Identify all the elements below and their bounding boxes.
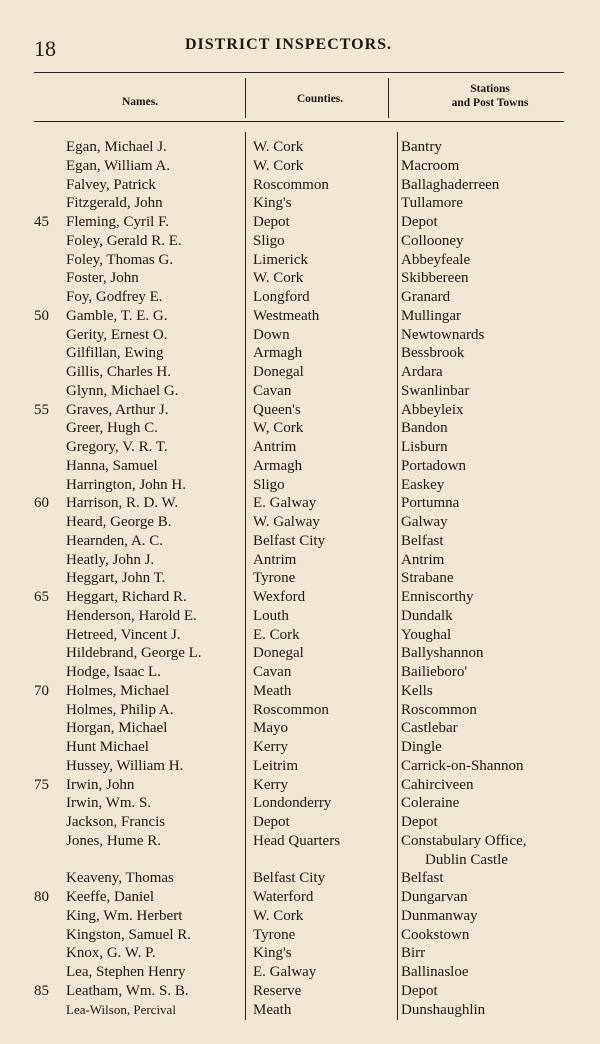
station: Belfast bbox=[401, 870, 444, 887]
county: Belfast City bbox=[253, 532, 326, 549]
inspector-name: Keaveny, Thomas bbox=[66, 870, 174, 887]
inspector-name: Heggart, John T. bbox=[66, 570, 166, 587]
table-row bbox=[0, 1001, 600, 1020]
county: Londonderry bbox=[253, 795, 332, 812]
row-number: 50 bbox=[34, 307, 49, 324]
table-row bbox=[0, 419, 600, 438]
inspector-name: Egan, Michael J. bbox=[66, 139, 167, 155]
inspector-name: Fitzgerald, John bbox=[66, 195, 163, 212]
county: King's bbox=[253, 195, 292, 212]
table-row bbox=[0, 513, 600, 532]
station: Antrim bbox=[401, 551, 445, 568]
inspector-name: Gregory, V. R. T. bbox=[66, 439, 168, 455]
county: Donegal bbox=[253, 364, 304, 380]
table-row bbox=[0, 888, 600, 907]
station: Coleraine bbox=[401, 795, 460, 812]
station: Dunmanway bbox=[401, 907, 478, 924]
station: Roscommon bbox=[401, 701, 477, 718]
county: Queen's bbox=[253, 401, 301, 418]
station: Granard bbox=[401, 289, 451, 305]
inspector-name: Gamble, T. E. G. bbox=[66, 307, 168, 324]
station: Youghal bbox=[401, 626, 452, 643]
county: Meath bbox=[253, 682, 292, 699]
inspector-name: Knox, G. W. P. bbox=[66, 945, 156, 962]
inspector-name: Foley, Gerald R. E. bbox=[66, 232, 182, 249]
inspector-name: King, Wm. Herbert bbox=[66, 907, 183, 924]
table-row bbox=[0, 982, 600, 1001]
table-row bbox=[0, 794, 600, 813]
inspector-name: Hodge, Isaac L. bbox=[66, 664, 161, 680]
table-row bbox=[0, 476, 600, 495]
station: Collooney bbox=[401, 232, 464, 249]
row-number: 60 bbox=[34, 495, 49, 512]
station: Galway bbox=[401, 514, 448, 530]
county: W, Cork bbox=[253, 420, 304, 437]
county: E. Cork bbox=[253, 626, 300, 643]
station: Abbeyfeale bbox=[401, 251, 471, 268]
table-row bbox=[0, 401, 600, 420]
table-row bbox=[0, 663, 600, 682]
station: Tullamore bbox=[401, 195, 463, 212]
table-row bbox=[0, 626, 600, 645]
table-row bbox=[0, 776, 600, 795]
row-number: 65 bbox=[34, 589, 49, 605]
column-header-counties: Counties. bbox=[296, 93, 344, 105]
station: Ballinasloe bbox=[401, 964, 469, 980]
inspector-name: Hetreed, Vincent J. bbox=[66, 626, 181, 643]
inspector-name: Harrington, John H. bbox=[66, 476, 186, 493]
column-header-stations-line1: Stations bbox=[470, 83, 510, 95]
table-row bbox=[0, 607, 600, 626]
station: Dunshaughlin bbox=[401, 1001, 486, 1018]
station: Kells bbox=[401, 682, 433, 699]
table-row bbox=[0, 738, 600, 757]
inspector-name: Irwin, Wm. S. bbox=[66, 795, 152, 812]
station: Depot bbox=[401, 214, 438, 230]
station: Strabane bbox=[401, 570, 454, 587]
inspector-name: Heatly, John J. bbox=[66, 551, 155, 568]
inspector-name: Fleming, Cyril F. bbox=[66, 214, 169, 230]
inspector-name: Hunt Michael bbox=[66, 739, 149, 755]
table-row bbox=[0, 326, 600, 345]
table-row bbox=[0, 176, 600, 195]
column-header-stations bbox=[420, 82, 560, 110]
station: Cookstown bbox=[401, 926, 470, 943]
table-row bbox=[0, 963, 600, 982]
station: Bessbrook bbox=[401, 345, 465, 362]
inspector-name: Henderson, Harold E. bbox=[66, 607, 197, 624]
county: Head Quarters bbox=[253, 832, 341, 849]
station: Lisburn bbox=[401, 439, 448, 455]
county: Mayo bbox=[253, 720, 288, 737]
station: Birr bbox=[401, 945, 426, 962]
station-line: Constabulary Office, bbox=[401, 832, 527, 849]
county: Roscommon bbox=[253, 701, 329, 718]
row-number: 85 bbox=[34, 982, 49, 999]
station: Ballyshannon bbox=[401, 645, 484, 662]
column-header-stations-line2: and Post Towns bbox=[451, 97, 529, 109]
page-title: DISTRICT INSPECTORS. bbox=[185, 36, 393, 53]
inspector-name: Jones, Hume R. bbox=[66, 832, 161, 849]
table-row bbox=[0, 438, 600, 457]
table-row bbox=[0, 757, 600, 776]
county: W. Cork bbox=[253, 157, 304, 174]
inspector-name: Heggart, Richard R. bbox=[66, 589, 187, 605]
county: Donegal bbox=[253, 645, 304, 662]
table-row bbox=[0, 644, 600, 663]
station: Carrick-on-Shannon bbox=[401, 757, 524, 774]
county: Sligo bbox=[253, 232, 285, 249]
station: Belfast bbox=[401, 532, 444, 549]
station: Enniscorthy bbox=[401, 589, 474, 605]
table-row bbox=[0, 588, 600, 607]
station: Skibbereen bbox=[401, 270, 469, 287]
county: Antrim bbox=[253, 551, 297, 568]
inspector-name: Irwin, John bbox=[66, 776, 135, 793]
station: Dungarvan bbox=[401, 889, 468, 905]
column-divider bbox=[388, 78, 389, 118]
station: Macroom bbox=[401, 157, 460, 174]
row-number: 80 bbox=[34, 889, 49, 905]
county: E. Galway bbox=[253, 495, 317, 512]
station: Depot bbox=[401, 982, 438, 999]
inspector-name: Falvey, Patrick bbox=[66, 176, 156, 193]
table-row bbox=[0, 251, 600, 270]
station: Ardara bbox=[401, 364, 443, 380]
county: Cavan bbox=[253, 664, 292, 680]
row-number: 70 bbox=[34, 682, 49, 699]
inspector-name: Greer, Hugh C. bbox=[66, 420, 158, 437]
table-row bbox=[0, 869, 600, 888]
inspector-name: Gerity, Ernest O. bbox=[66, 326, 168, 343]
county: Down bbox=[253, 326, 290, 343]
station: Portadown bbox=[401, 457, 466, 474]
table-row bbox=[0, 307, 600, 326]
inspector-name: Graves, Arthur J. bbox=[66, 401, 169, 418]
county: E. Galway bbox=[253, 964, 317, 980]
county: Kerry bbox=[253, 776, 288, 793]
station: Mullingar bbox=[401, 307, 461, 324]
table-row bbox=[0, 344, 600, 363]
station: Ballaghaderreen bbox=[401, 176, 500, 193]
row-number: 75 bbox=[34, 776, 49, 793]
table-row bbox=[0, 194, 600, 213]
county: Armagh bbox=[253, 345, 303, 362]
county: W. Galway bbox=[253, 514, 320, 530]
county: King's bbox=[253, 945, 292, 962]
row-number: 45 bbox=[34, 214, 49, 230]
station: Castlebar bbox=[401, 720, 458, 737]
station: Dingle bbox=[401, 739, 442, 755]
inspector-name: Heard, George B. bbox=[66, 514, 172, 530]
county: W. Cork bbox=[253, 139, 304, 155]
header-bottom-rule bbox=[34, 121, 564, 122]
station: Cahirciveen bbox=[401, 776, 474, 793]
county: Antrim bbox=[253, 439, 297, 455]
header-top-rule bbox=[34, 72, 564, 73]
table-row bbox=[0, 551, 600, 570]
table-row bbox=[0, 288, 600, 307]
table-row bbox=[0, 157, 600, 176]
inspector-name: Leatham, Wm. S. B. bbox=[66, 982, 189, 999]
inspector-name: Egan, William A. bbox=[66, 157, 171, 174]
inspector-name: Horgan, Michael bbox=[66, 720, 168, 737]
table-row bbox=[0, 682, 600, 701]
column-header-names: Names. bbox=[121, 96, 159, 108]
county: Armagh bbox=[253, 457, 303, 474]
table-row bbox=[0, 532, 600, 551]
county: Louth bbox=[253, 607, 289, 624]
inspector-table bbox=[0, 138, 600, 1019]
table-row bbox=[0, 494, 600, 513]
station: Swanlinbar bbox=[401, 382, 470, 399]
inspector-name: Holmes, Michael bbox=[66, 682, 170, 699]
inspector-name: Foster, John bbox=[66, 270, 139, 287]
county: Westmeath bbox=[253, 307, 320, 324]
inspector-name: Harrison, R. D. W. bbox=[66, 495, 179, 512]
county: W. Cork bbox=[253, 270, 304, 287]
county: Limerick bbox=[253, 251, 308, 268]
inspector-name: Holmes, Philip A. bbox=[66, 701, 174, 718]
table-row bbox=[0, 701, 600, 720]
county: Wexford bbox=[253, 589, 306, 605]
station: Bandon bbox=[401, 420, 448, 437]
inspector-name: Gilfillan, Ewing bbox=[66, 345, 164, 362]
inspector-name: Hearnden, A. C. bbox=[66, 532, 164, 549]
county: Meath bbox=[253, 1001, 292, 1018]
station: Newtownards bbox=[401, 326, 485, 343]
inspector-name: Keeffe, Daniel bbox=[66, 889, 155, 905]
column-divider bbox=[245, 78, 246, 118]
county: Leitrim bbox=[253, 757, 298, 774]
inspector-name: Kingston, Samuel R. bbox=[66, 926, 192, 943]
station: Portumna bbox=[401, 495, 460, 512]
inspector-name: Foy, Godfrey E. bbox=[66, 289, 163, 305]
county: Depot bbox=[253, 214, 290, 230]
county: Sligo bbox=[253, 476, 285, 493]
table-row bbox=[0, 813, 600, 832]
station: Bantry bbox=[401, 139, 442, 155]
county: Belfast City bbox=[253, 870, 326, 887]
county: Tyrone bbox=[253, 570, 296, 587]
county: Tyrone bbox=[253, 926, 296, 943]
station: Bailieboro' bbox=[401, 664, 468, 680]
table-row bbox=[0, 213, 600, 232]
inspector-name: Lea-Wilson, Percival bbox=[66, 1001, 176, 1017]
inspector-name: Gillis, Charles H. bbox=[66, 364, 171, 380]
inspector-name: Glynn, Michael G. bbox=[66, 382, 179, 399]
county: Kerry bbox=[253, 739, 288, 755]
station: Depot bbox=[401, 814, 438, 830]
table-row bbox=[0, 944, 600, 963]
inspector-name: Hussey, William H. bbox=[66, 757, 184, 774]
county: W. Cork bbox=[253, 907, 304, 924]
county: Cavan bbox=[253, 382, 292, 399]
inspector-name: Hanna, Samuel bbox=[66, 457, 158, 474]
county: Longford bbox=[253, 289, 310, 305]
inspector-name: Lea, Stephen Henry bbox=[66, 964, 186, 980]
table-row bbox=[0, 569, 600, 588]
table-row bbox=[0, 363, 600, 382]
county: Roscommon bbox=[253, 176, 329, 193]
station bbox=[401, 832, 596, 870]
table-row bbox=[0, 832, 600, 870]
county: Reserve bbox=[253, 982, 302, 999]
station-line: Dublin Castle bbox=[425, 851, 508, 868]
table-row bbox=[0, 926, 600, 945]
table-row bbox=[0, 382, 600, 401]
inspector-name: Hildebrand, George L. bbox=[66, 645, 202, 662]
table-row bbox=[0, 232, 600, 251]
table-row bbox=[0, 269, 600, 288]
county: Depot bbox=[253, 814, 290, 830]
station: Abbeyleix bbox=[401, 401, 464, 418]
table-row bbox=[0, 719, 600, 738]
station: Easkey bbox=[401, 476, 445, 493]
inspector-name: Jackson, Francis bbox=[66, 814, 166, 830]
page-number: 18 bbox=[34, 36, 56, 61]
station: Dundalk bbox=[401, 607, 453, 624]
row-number: 55 bbox=[34, 401, 49, 418]
table-row bbox=[0, 907, 600, 926]
county: Waterford bbox=[253, 889, 314, 905]
table-row bbox=[0, 457, 600, 476]
inspector-name: Foley, Thomas G. bbox=[66, 251, 174, 268]
table-row bbox=[0, 138, 600, 157]
